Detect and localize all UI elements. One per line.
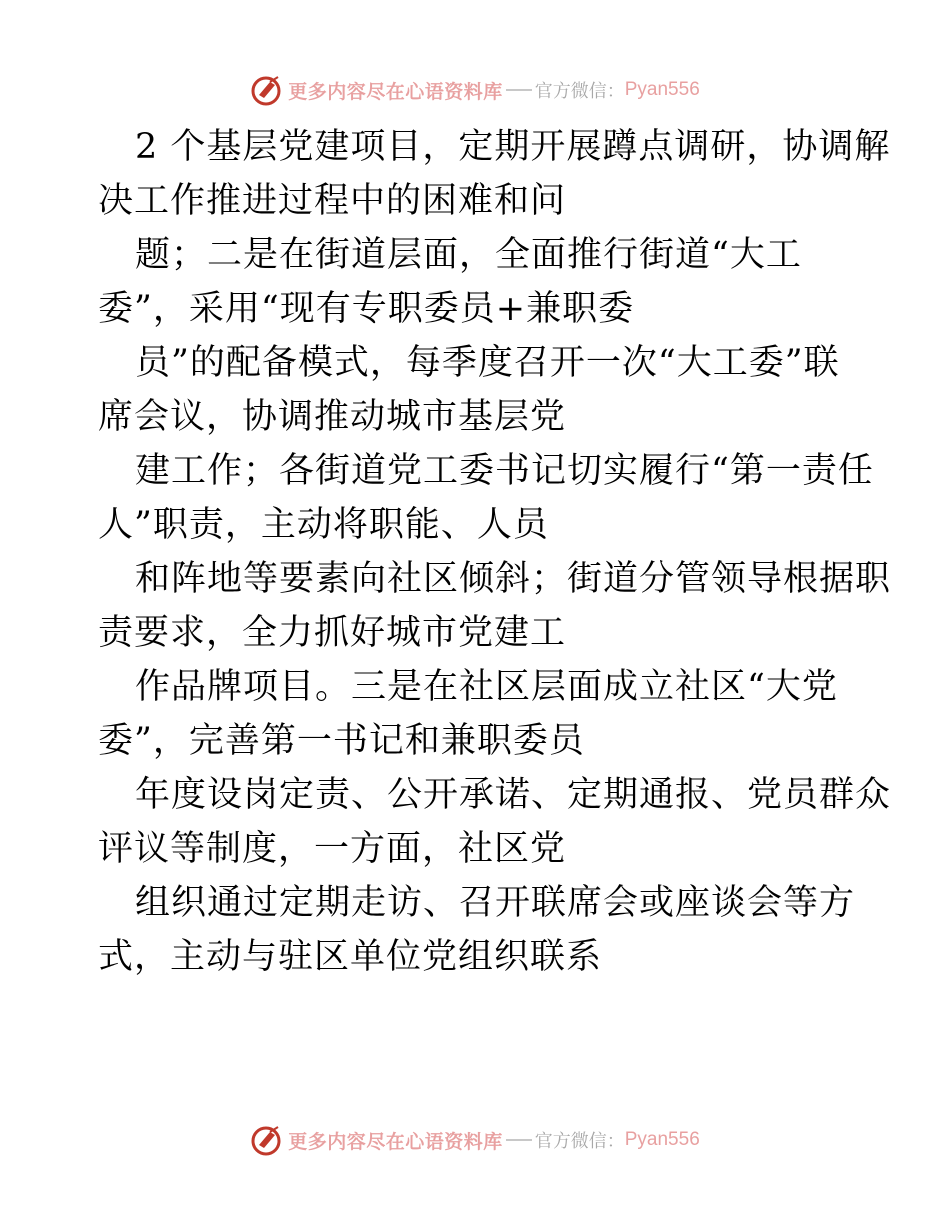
text-line: 2 个基层党建项目，定期开展蹲点调研，协调解 bbox=[135, 127, 891, 167]
text-line: 人”职责，主动将职能、人员 bbox=[98, 505, 549, 545]
text-line: 席会议，协调推动城市基层党 bbox=[98, 397, 567, 437]
wechat-id: Pyan556 bbox=[624, 1129, 700, 1150]
text-line: 年度设岗定责、公开承诺、定期通报、党员群众 bbox=[135, 775, 892, 815]
text-line: 题；二是在街道层面，全面推行街道“大工 bbox=[135, 235, 802, 275]
text-line: 委”，采用“现有专职委员+兼职委 bbox=[98, 289, 635, 329]
logo-icon bbox=[250, 73, 284, 107]
document-body bbox=[98, 120, 892, 984]
text-line: 员”的配备模式，每季度召开一次“大工委”联 bbox=[135, 343, 840, 383]
divider bbox=[506, 89, 532, 91]
divider bbox=[506, 1139, 532, 1141]
text-line: 评议等制度，一方面，社区党 bbox=[98, 829, 567, 869]
text-line: 式，主动与驻区单位党组织联系 bbox=[98, 937, 603, 977]
brand-text: 更多内容尽在心语资料库 bbox=[288, 80, 503, 103]
text-line: 组织通过定期走访、召开联席会或座谈会等方 bbox=[135, 883, 856, 923]
official-label: 官方微信： bbox=[534, 81, 625, 102]
header-watermark bbox=[0, 70, 950, 110]
brand-text: 更多内容尽在心语资料库 bbox=[288, 1130, 503, 1153]
official-label: 官方微信： bbox=[534, 1131, 625, 1152]
wechat-id: Pyan556 bbox=[624, 79, 700, 100]
text-line: 责要求，全力抓好城市党建工 bbox=[98, 613, 567, 653]
text-line: 建工作；各街道党工委书记切实履行“第一责任 bbox=[135, 451, 874, 491]
text-line: 作品牌项目。三是在社区层面成立社区“大党 bbox=[135, 667, 838, 707]
footer-watermark bbox=[0, 1120, 950, 1160]
text-line: 委”，完善第一书记和兼职委员 bbox=[98, 721, 585, 761]
text-line: 决工作推进过程中的困难和问 bbox=[98, 181, 567, 221]
logo-icon bbox=[250, 1123, 284, 1157]
text-line: 和阵地等要素向社区倾斜；街道分管领导根据职 bbox=[135, 559, 892, 599]
